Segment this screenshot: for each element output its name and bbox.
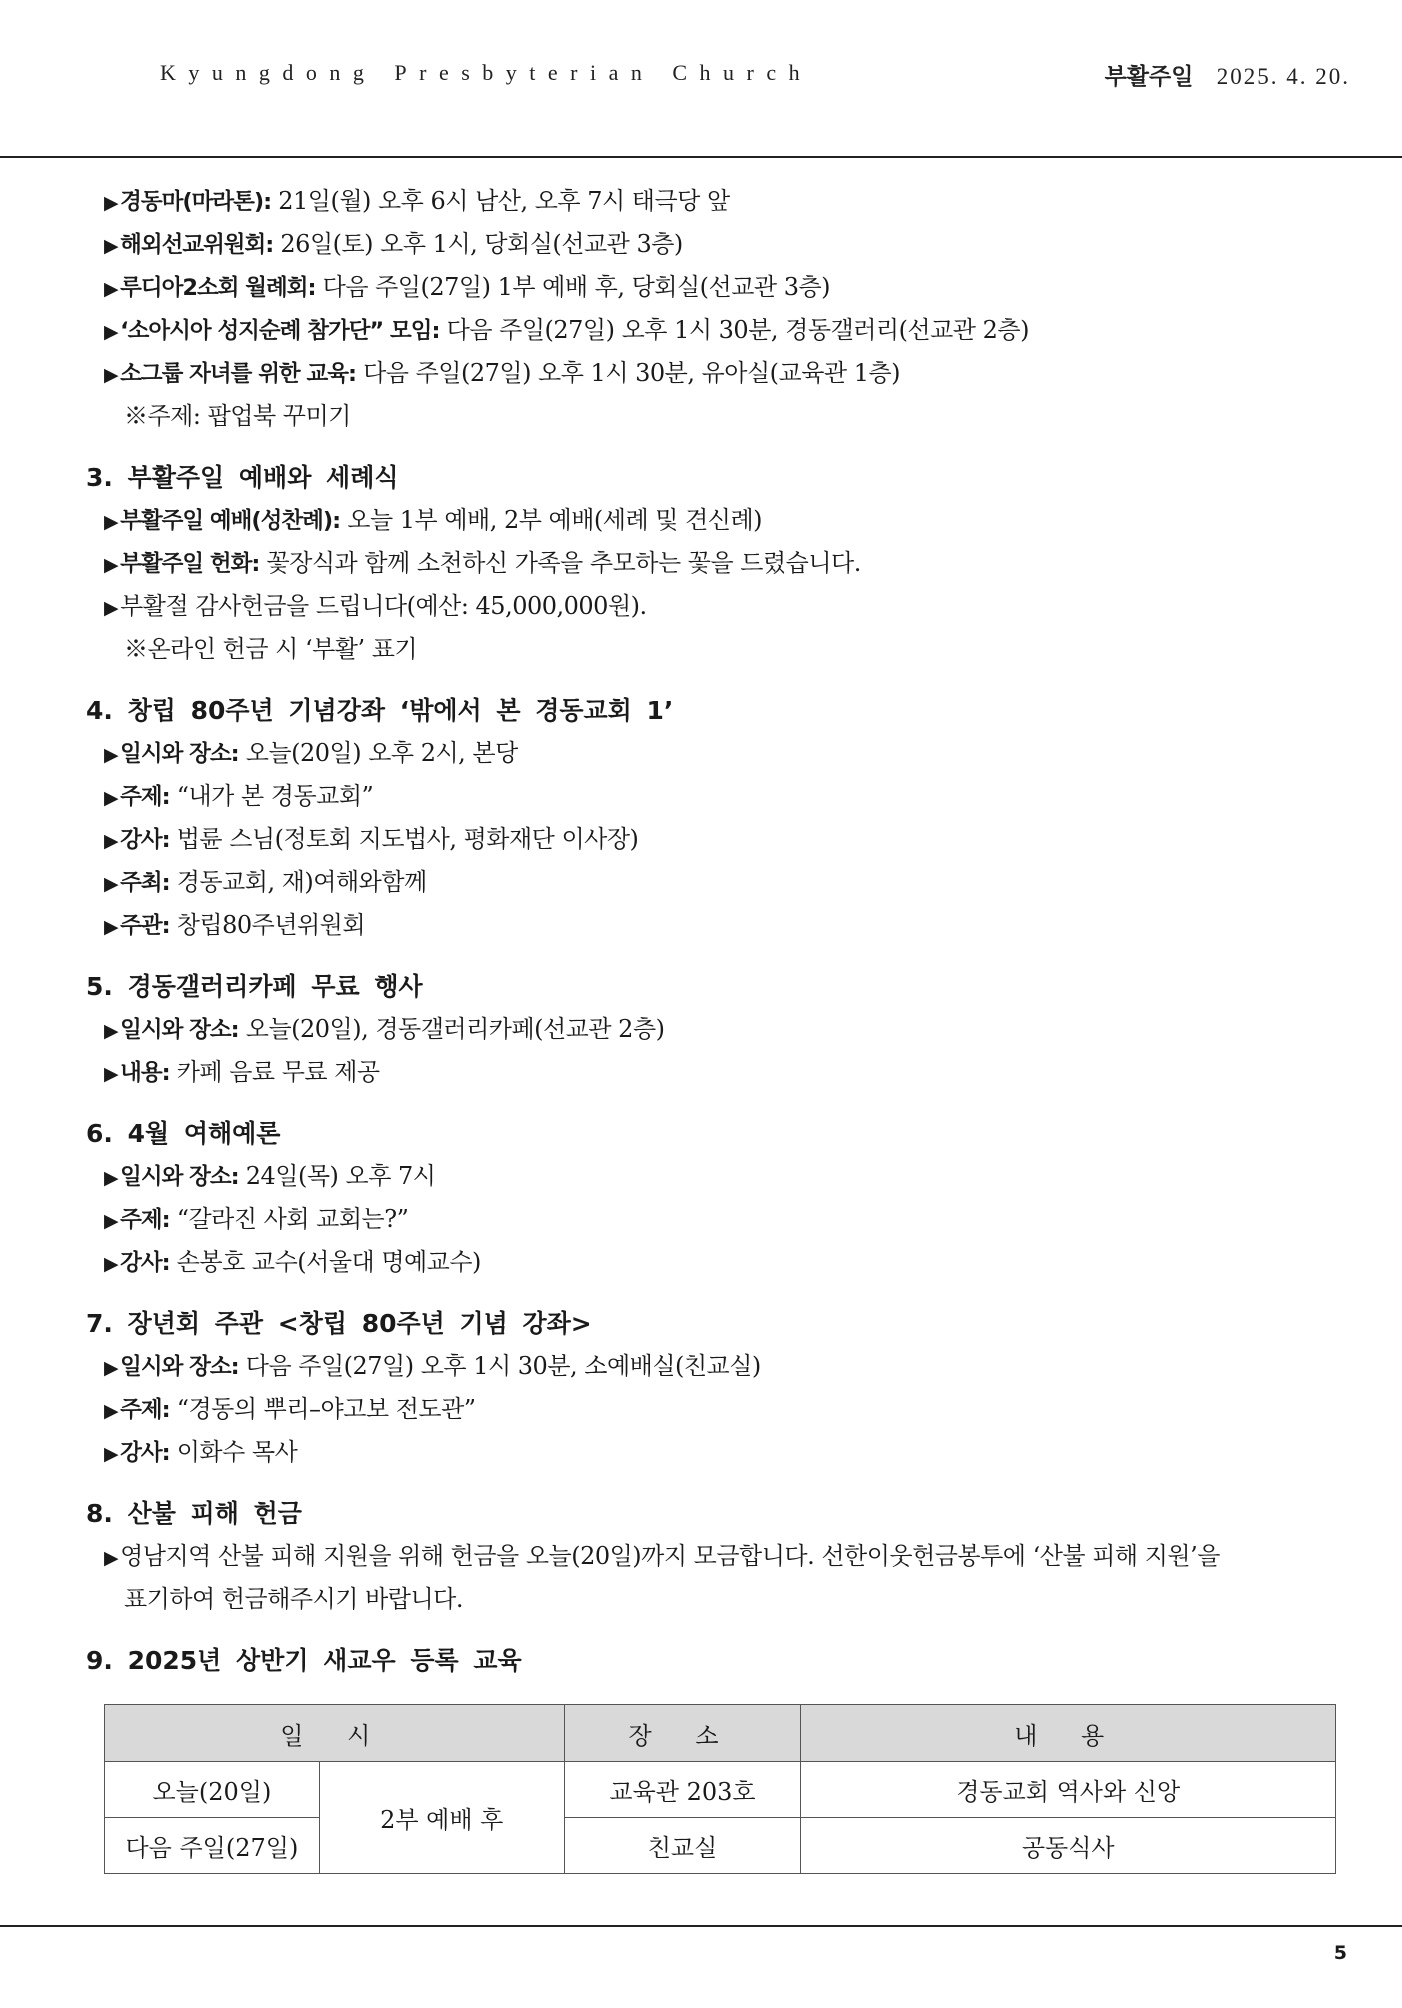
item-label: 일시와 장소: xyxy=(120,1017,239,1043)
list-item xyxy=(86,223,1336,266)
item-text: 법륜 스님(정토회 지도법사, 평화재단 이사장) xyxy=(169,825,639,853)
arrow-icon: ▶ xyxy=(104,1357,119,1379)
item-text: 이화수 목사 xyxy=(169,1438,298,1466)
arrow-icon: ▶ xyxy=(104,235,119,257)
item-label: 일시와 장소: xyxy=(120,1354,239,1380)
arrow-icon: ▶ xyxy=(104,1020,119,1042)
item-text: 영남지역 산불 피해 지원을 위해 헌금을 오늘(20일)까지 모금합니다. 선한이웃헌금봉투에 ‘산불 피해 지원’을 xyxy=(120,1542,1220,1570)
item-label: ‘소아시아 성지순례 참가단” 모임: xyxy=(120,318,440,344)
item-text: 오늘 1부 예배, 2부 예배(세례 및 견신례) xyxy=(340,506,763,534)
item-text: 다음 주일(27일) 1부 예배 후, 당회실(선교관 3층) xyxy=(315,273,831,301)
item-text: 다음 주일(27일) 오후 1시 30분, 소예배실(친교실) xyxy=(238,1352,761,1380)
item-label: 주제: xyxy=(120,784,170,810)
item-label: 주관: xyxy=(120,913,170,939)
item-text: 오늘(20일), 경동갤러리카페(선교관 2층) xyxy=(238,1015,665,1043)
table-row xyxy=(105,1818,1336,1874)
item-label: 주제: xyxy=(120,1397,170,1423)
item-text: 카페 음료 무료 제공 xyxy=(169,1058,380,1086)
list-item xyxy=(86,1431,1336,1474)
item-label: 해외선교위원회: xyxy=(120,232,274,258)
arrow-icon: ▶ xyxy=(104,511,119,533)
item-text: 24일(목) 오후 7시 xyxy=(238,1162,436,1190)
arrow-icon: ▶ xyxy=(104,1547,119,1569)
table-cell-time: 2부 예배 후 xyxy=(319,1762,564,1874)
item-note: ※주제: 팝업북 꾸미기 xyxy=(124,402,351,430)
item-label: 내용: xyxy=(120,1060,170,1086)
arrow-icon: ▶ xyxy=(104,1253,119,1275)
table-row xyxy=(105,1762,1336,1818)
arrow-icon: ▶ xyxy=(104,364,119,386)
list-item xyxy=(86,1535,1336,1578)
item-text: 오늘(20일) 오후 2시, 본당 xyxy=(238,739,518,767)
arrow-icon: ▶ xyxy=(104,1167,119,1189)
item-text: 꽃장식과 함께 소천하신 가족을 추모하는 꽃을 드렸습니다. xyxy=(259,549,861,577)
column-header: 내 용 xyxy=(801,1705,1336,1762)
sunday-name: 부활주일 xyxy=(1104,64,1194,90)
list-item xyxy=(86,1155,1336,1198)
church-name: Kyungdong Presbyterian Church xyxy=(160,60,813,85)
section-title: 6. 4월 여해예론 xyxy=(86,1119,281,1148)
item-label: 주최: xyxy=(120,870,170,896)
table-cell-place: 친교실 xyxy=(564,1818,801,1874)
list-item xyxy=(86,352,1336,395)
item-label: 루디아2소회 월례회: xyxy=(120,275,316,301)
arrow-icon: ▶ xyxy=(104,1400,119,1422)
item-text: “내가 본 경동교회” xyxy=(169,782,374,810)
table-cell-content: 공동식사 xyxy=(801,1818,1336,1874)
arrow-icon: ▶ xyxy=(104,1443,119,1465)
list-item xyxy=(86,309,1336,352)
item-label: 일시와 장소: xyxy=(120,741,239,767)
table-cell-day: 오늘(20일) xyxy=(105,1762,320,1818)
list-item xyxy=(86,1051,1336,1094)
item-label: 부활주일 헌화: xyxy=(120,551,260,577)
item-text: 다음 주일(27일) 오후 1시 30분, 경동갤러리(선교관 2층) xyxy=(439,316,1029,344)
item-label: 부활주일 예배(성찬례): xyxy=(120,508,341,534)
arrow-icon: ▶ xyxy=(104,787,119,809)
list-item xyxy=(86,1241,1336,1284)
table-cell-place: 교육관 203호 xyxy=(564,1762,801,1818)
footer-rule xyxy=(0,1925,1402,1927)
item-label: 일시와 장소: xyxy=(120,1164,239,1190)
item-text: 손봉호 교수(서울대 명예교수) xyxy=(169,1248,481,1276)
item-text: 경동교회, 재)여해와함께 xyxy=(169,868,427,896)
registration-schedule-table xyxy=(104,1704,1336,1874)
header-date-block xyxy=(1105,58,1350,91)
item-label: 경동마(마라톤): xyxy=(120,189,272,215)
item-text: 21일(월) 오후 6시 남산, 오후 7시 태극당 앞 xyxy=(271,187,730,215)
item-label: 강사: xyxy=(120,1440,170,1466)
list-item xyxy=(86,1008,1336,1051)
section-title: 5. 경동갤러리카페 무료 행사 xyxy=(86,972,423,1001)
item-text-continued: 표기하여 헌금해주시기 바랍니다. xyxy=(124,1585,463,1613)
item-text: “경동의 뿌리–야고보 전도관” xyxy=(169,1395,476,1423)
arrow-icon: ▶ xyxy=(104,278,119,300)
section-title: 7. 장년회 주관 <창립 80주년 기념 강좌> xyxy=(86,1309,592,1338)
table-header-row xyxy=(105,1705,1336,1762)
item-label: 강사: xyxy=(120,1250,170,1276)
list-item xyxy=(86,861,1336,904)
list-item xyxy=(86,542,1336,585)
list-item xyxy=(86,904,1336,947)
arrow-icon: ▶ xyxy=(104,597,119,619)
arrow-icon: ▶ xyxy=(104,1063,119,1085)
table-cell-day: 다음 주일(27일) xyxy=(105,1818,320,1874)
column-header: 일 시 xyxy=(105,1705,565,1762)
item-text: “갈라진 사회 교회는?” xyxy=(169,1205,409,1233)
page-number: 5 xyxy=(1333,1942,1347,1964)
column-header: 장 소 xyxy=(564,1705,801,1762)
arrow-icon: ▶ xyxy=(104,830,119,852)
list-item xyxy=(86,1198,1336,1241)
item-label: 강사: xyxy=(120,827,170,853)
list-item xyxy=(86,266,1336,309)
arrow-icon: ▶ xyxy=(104,916,119,938)
section-title: 9. 2025년 상반기 새교우 등록 교육 xyxy=(86,1646,522,1675)
list-item xyxy=(86,585,1336,628)
list-item xyxy=(86,775,1336,818)
item-text: 창립80주년위원회 xyxy=(169,911,366,939)
item-text: 부활절 감사헌금을 드립니다(예산: 45,000,000원). xyxy=(120,592,647,620)
item-text: 26일(토) 오후 1시, 당회실(선교관 3층) xyxy=(273,230,683,258)
header-rule xyxy=(0,156,1402,158)
section-title: 3. 부활주일 예배와 세례식 xyxy=(86,463,399,492)
announcements-body xyxy=(86,180,1336,1874)
arrow-icon: ▶ xyxy=(104,1210,119,1232)
list-item xyxy=(86,732,1336,775)
item-text: 다음 주일(27일) 오후 1시 30분, 유아실(교육관 1층) xyxy=(355,359,901,387)
list-item xyxy=(86,180,1336,223)
arrow-icon: ▶ xyxy=(104,873,119,895)
list-item xyxy=(86,499,1336,542)
item-note: ※온라인 헌금 시 ‘부활’ 표기 xyxy=(124,635,418,663)
section-title: 4. 창립 80주년 기념강좌 ‘밖에서 본 경동교회 1’ xyxy=(86,696,674,725)
list-item xyxy=(86,818,1336,861)
table-cell-content: 경동교회 역사와 신앙 xyxy=(801,1762,1336,1818)
list-item xyxy=(86,1345,1336,1388)
item-label: 주제: xyxy=(120,1207,170,1233)
list-item xyxy=(86,1388,1336,1431)
item-label: 소그룹 자녀를 위한 교육: xyxy=(120,361,356,387)
arrow-icon: ▶ xyxy=(104,321,119,343)
bulletin-date: 2025. 4. 20. xyxy=(1216,64,1350,89)
arrow-icon: ▶ xyxy=(104,192,119,214)
arrow-icon: ▶ xyxy=(104,554,119,576)
arrow-icon: ▶ xyxy=(104,744,119,766)
section-title: 8. 산불 피해 헌금 xyxy=(86,1499,302,1528)
